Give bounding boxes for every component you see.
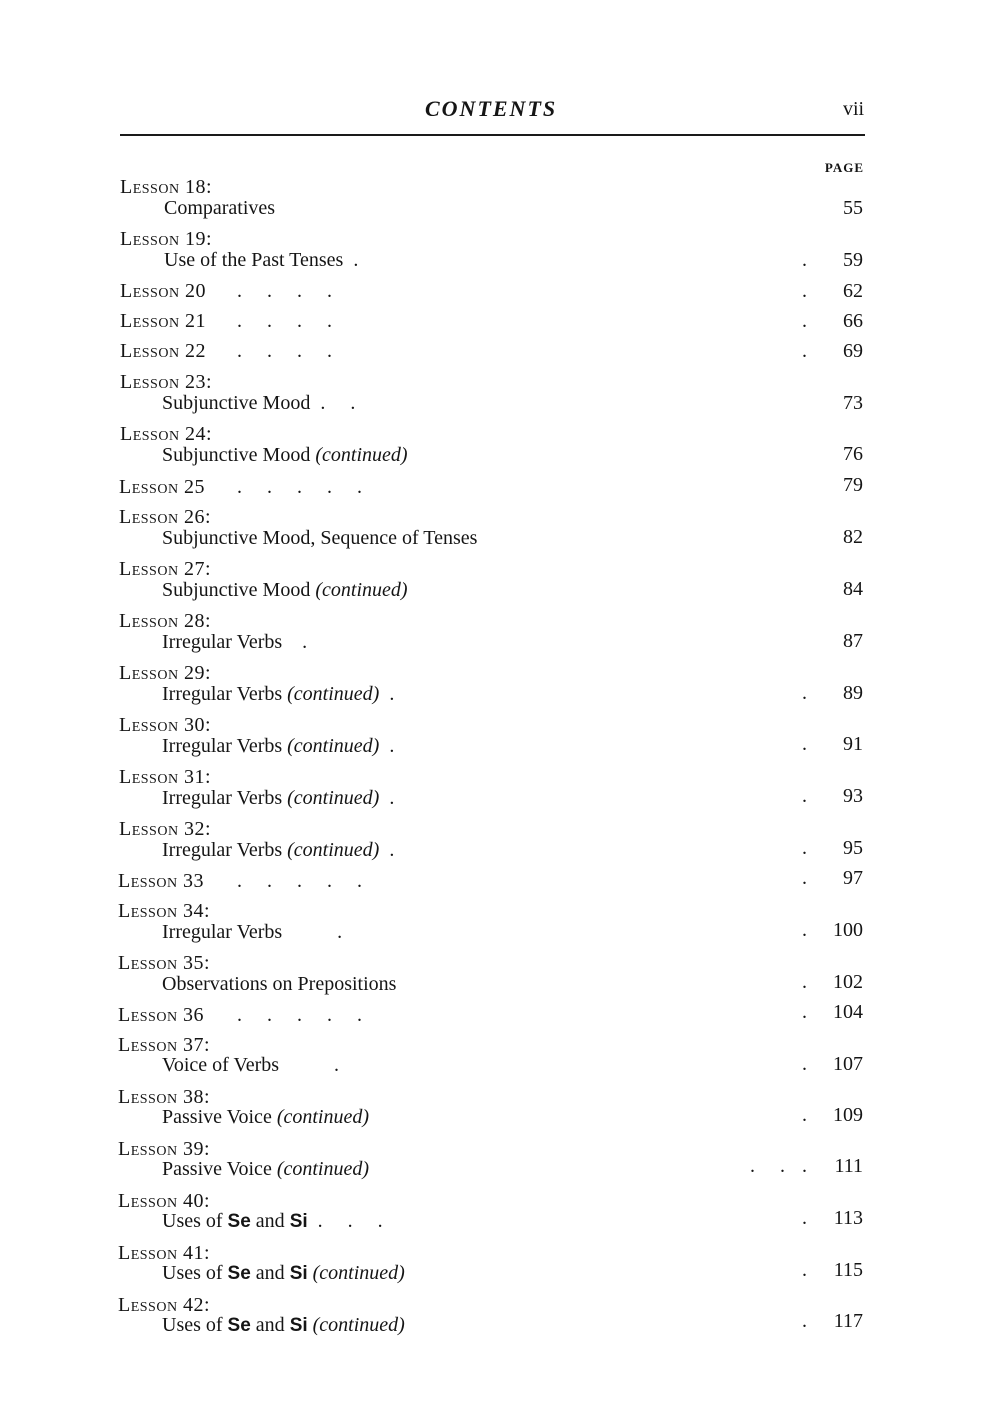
lesson-title: Uses of Se and Si (continued) <box>162 1314 405 1336</box>
page-ref: 100 <box>833 919 863 941</box>
page-ref: 55 <box>843 197 863 219</box>
lesson-label: Lesson 39: <box>118 1138 211 1160</box>
dot-leader: . . . <box>312 1210 383 1232</box>
page-title: CONTENTS <box>425 96 558 121</box>
lesson-title: Irregular Verbs (continued) . <box>162 735 395 757</box>
lesson-title: Subjunctive Mood (continued) <box>162 579 408 601</box>
page-ref: 104 <box>833 1001 863 1023</box>
page-ref: 95 <box>843 837 863 859</box>
dot-leader: . <box>802 1207 807 1229</box>
page-ref: 73 <box>843 392 863 414</box>
lesson-title: Irregular Verbs . <box>162 631 308 653</box>
lesson-title: Irregular Verbs (continued) . <box>162 839 395 861</box>
dot-leader: . <box>284 1054 340 1076</box>
dot-leader: . <box>348 249 359 271</box>
lesson-title: Subjunctive Mood (continued) <box>162 444 408 466</box>
lesson-title: Irregular Verbs (continued) . <box>162 787 395 809</box>
lesson-title: Subjunctive Mood, Sequence of Tenses <box>162 527 478 549</box>
lesson-label: Lesson 31: <box>119 766 212 788</box>
dot-leader: . <box>802 1053 807 1075</box>
page-ref: 82 <box>843 526 863 548</box>
lesson-label: Lesson 41: <box>118 1242 211 1264</box>
dot-leader: . <box>384 787 395 809</box>
dot-leader: . <box>287 921 343 943</box>
lesson-title: Observations on Prepositions <box>162 973 397 995</box>
dot-leader: . <box>802 785 807 807</box>
lesson-title: Subjunctive Mood . . <box>162 392 356 414</box>
dot-leader: . <box>287 631 308 653</box>
lesson-label: Lesson 24: <box>120 423 213 445</box>
page-ref: 59 <box>843 249 863 271</box>
lesson-label: Lesson 27: <box>119 558 212 580</box>
dot-leader: . <box>802 1155 807 1177</box>
dot-leader: . <box>802 280 807 302</box>
dot-leader: . <box>802 1104 807 1126</box>
dot-leader: . <box>802 682 807 704</box>
dot-leader: . <box>384 683 395 705</box>
dot-leader: . . <box>315 392 356 414</box>
lesson-title: Irregular Verbs . <box>162 921 343 943</box>
lesson-label: Lesson 30: <box>119 714 212 736</box>
lesson-title: Passive Voice (continued) <box>162 1106 370 1128</box>
lesson-label: Lesson 37: <box>118 1034 211 1056</box>
lesson-label: Lesson 25 <box>119 476 206 498</box>
lesson-label: Lesson 35: <box>118 952 211 974</box>
dot-leader: . <box>802 340 807 362</box>
dot-leader: . . . . <box>232 310 332 332</box>
dot-leader: . . . . <box>232 280 332 302</box>
page-ref: 109 <box>833 1104 863 1126</box>
dot-leader: . <box>802 867 807 889</box>
dot-leader: . <box>802 919 807 941</box>
page-number: vii <box>843 98 865 120</box>
page-ref: 66 <box>843 310 863 332</box>
page-ref: 97 <box>843 867 863 889</box>
page-ref: 87 <box>843 630 863 652</box>
lesson-label: Lesson 36 <box>118 1004 205 1026</box>
lesson-title: Uses of Se and Si (continued) <box>162 1262 405 1284</box>
page-ref: 76 <box>843 443 863 465</box>
dot-leader: . . . . . <box>232 870 362 892</box>
page-ref: 91 <box>843 733 863 755</box>
page-ref: 111 <box>834 1155 863 1177</box>
dot-leader: . <box>802 1259 807 1281</box>
dot-leader: . <box>384 735 395 757</box>
page-ref: 62 <box>843 280 863 302</box>
page-ref: 117 <box>833 1310 863 1332</box>
dot-leader: . <box>384 839 395 861</box>
lesson-title: Passive Voice (continued) <box>162 1158 370 1180</box>
page-ref: 107 <box>833 1053 863 1075</box>
lesson-label: Lesson 23: <box>120 371 213 393</box>
lesson-label: Lesson 29: <box>119 662 212 684</box>
lesson-label: Lesson 26: <box>119 506 212 528</box>
lesson-label: Lesson 21 <box>120 310 207 332</box>
dot-leader: . . . . . <box>232 1004 362 1026</box>
page-ref: 69 <box>843 340 863 362</box>
dot-leader: . <box>802 310 807 332</box>
dot-leader: . <box>802 1310 807 1332</box>
page-ref: 115 <box>833 1259 863 1281</box>
dot-leader: . <box>802 249 807 271</box>
lesson-title: Comparatives <box>164 197 276 219</box>
page-column-heading: PAGE <box>824 160 864 175</box>
lesson-label: Lesson 20 <box>120 280 207 302</box>
lesson-label: Lesson 32: <box>119 818 212 840</box>
lesson-label: Lesson 18: <box>120 176 213 198</box>
page-ref: 84 <box>843 578 863 600</box>
lesson-title: Irregular Verbs (continued) . <box>162 683 395 705</box>
dot-leader: . . . . <box>232 340 332 362</box>
page-ref: 102 <box>833 971 863 993</box>
page-ref: 93 <box>843 785 863 807</box>
lesson-label: Lesson 22 <box>120 340 207 362</box>
lesson-title: Voice of Verbs . <box>162 1054 340 1076</box>
lesson-label: Lesson 34: <box>118 900 211 922</box>
lesson-label: Lesson 40: <box>118 1190 211 1212</box>
lesson-label: Lesson 28: <box>119 610 212 632</box>
dot-leader: . <box>802 1001 807 1023</box>
lesson-label: Lesson 19: <box>120 228 213 250</box>
dot-leader: . <box>802 733 807 755</box>
dot-leader: . <box>802 837 807 859</box>
dot-leader: . . . . . <box>232 476 362 498</box>
page-ref: 113 <box>833 1207 863 1229</box>
dot-leader: . <box>802 971 807 993</box>
lesson-label: Lesson 33 <box>118 870 205 892</box>
lesson-title: Uses of Se and Si . . . <box>162 1210 383 1232</box>
dot-leader: . . <box>750 1155 785 1177</box>
page-ref: 89 <box>843 682 863 704</box>
lesson-label: Lesson 38: <box>118 1086 211 1108</box>
page-ref: 79 <box>843 474 863 496</box>
lesson-title: Use of the Past Tenses . <box>164 249 359 271</box>
lesson-label: Lesson 42: <box>118 1294 211 1316</box>
